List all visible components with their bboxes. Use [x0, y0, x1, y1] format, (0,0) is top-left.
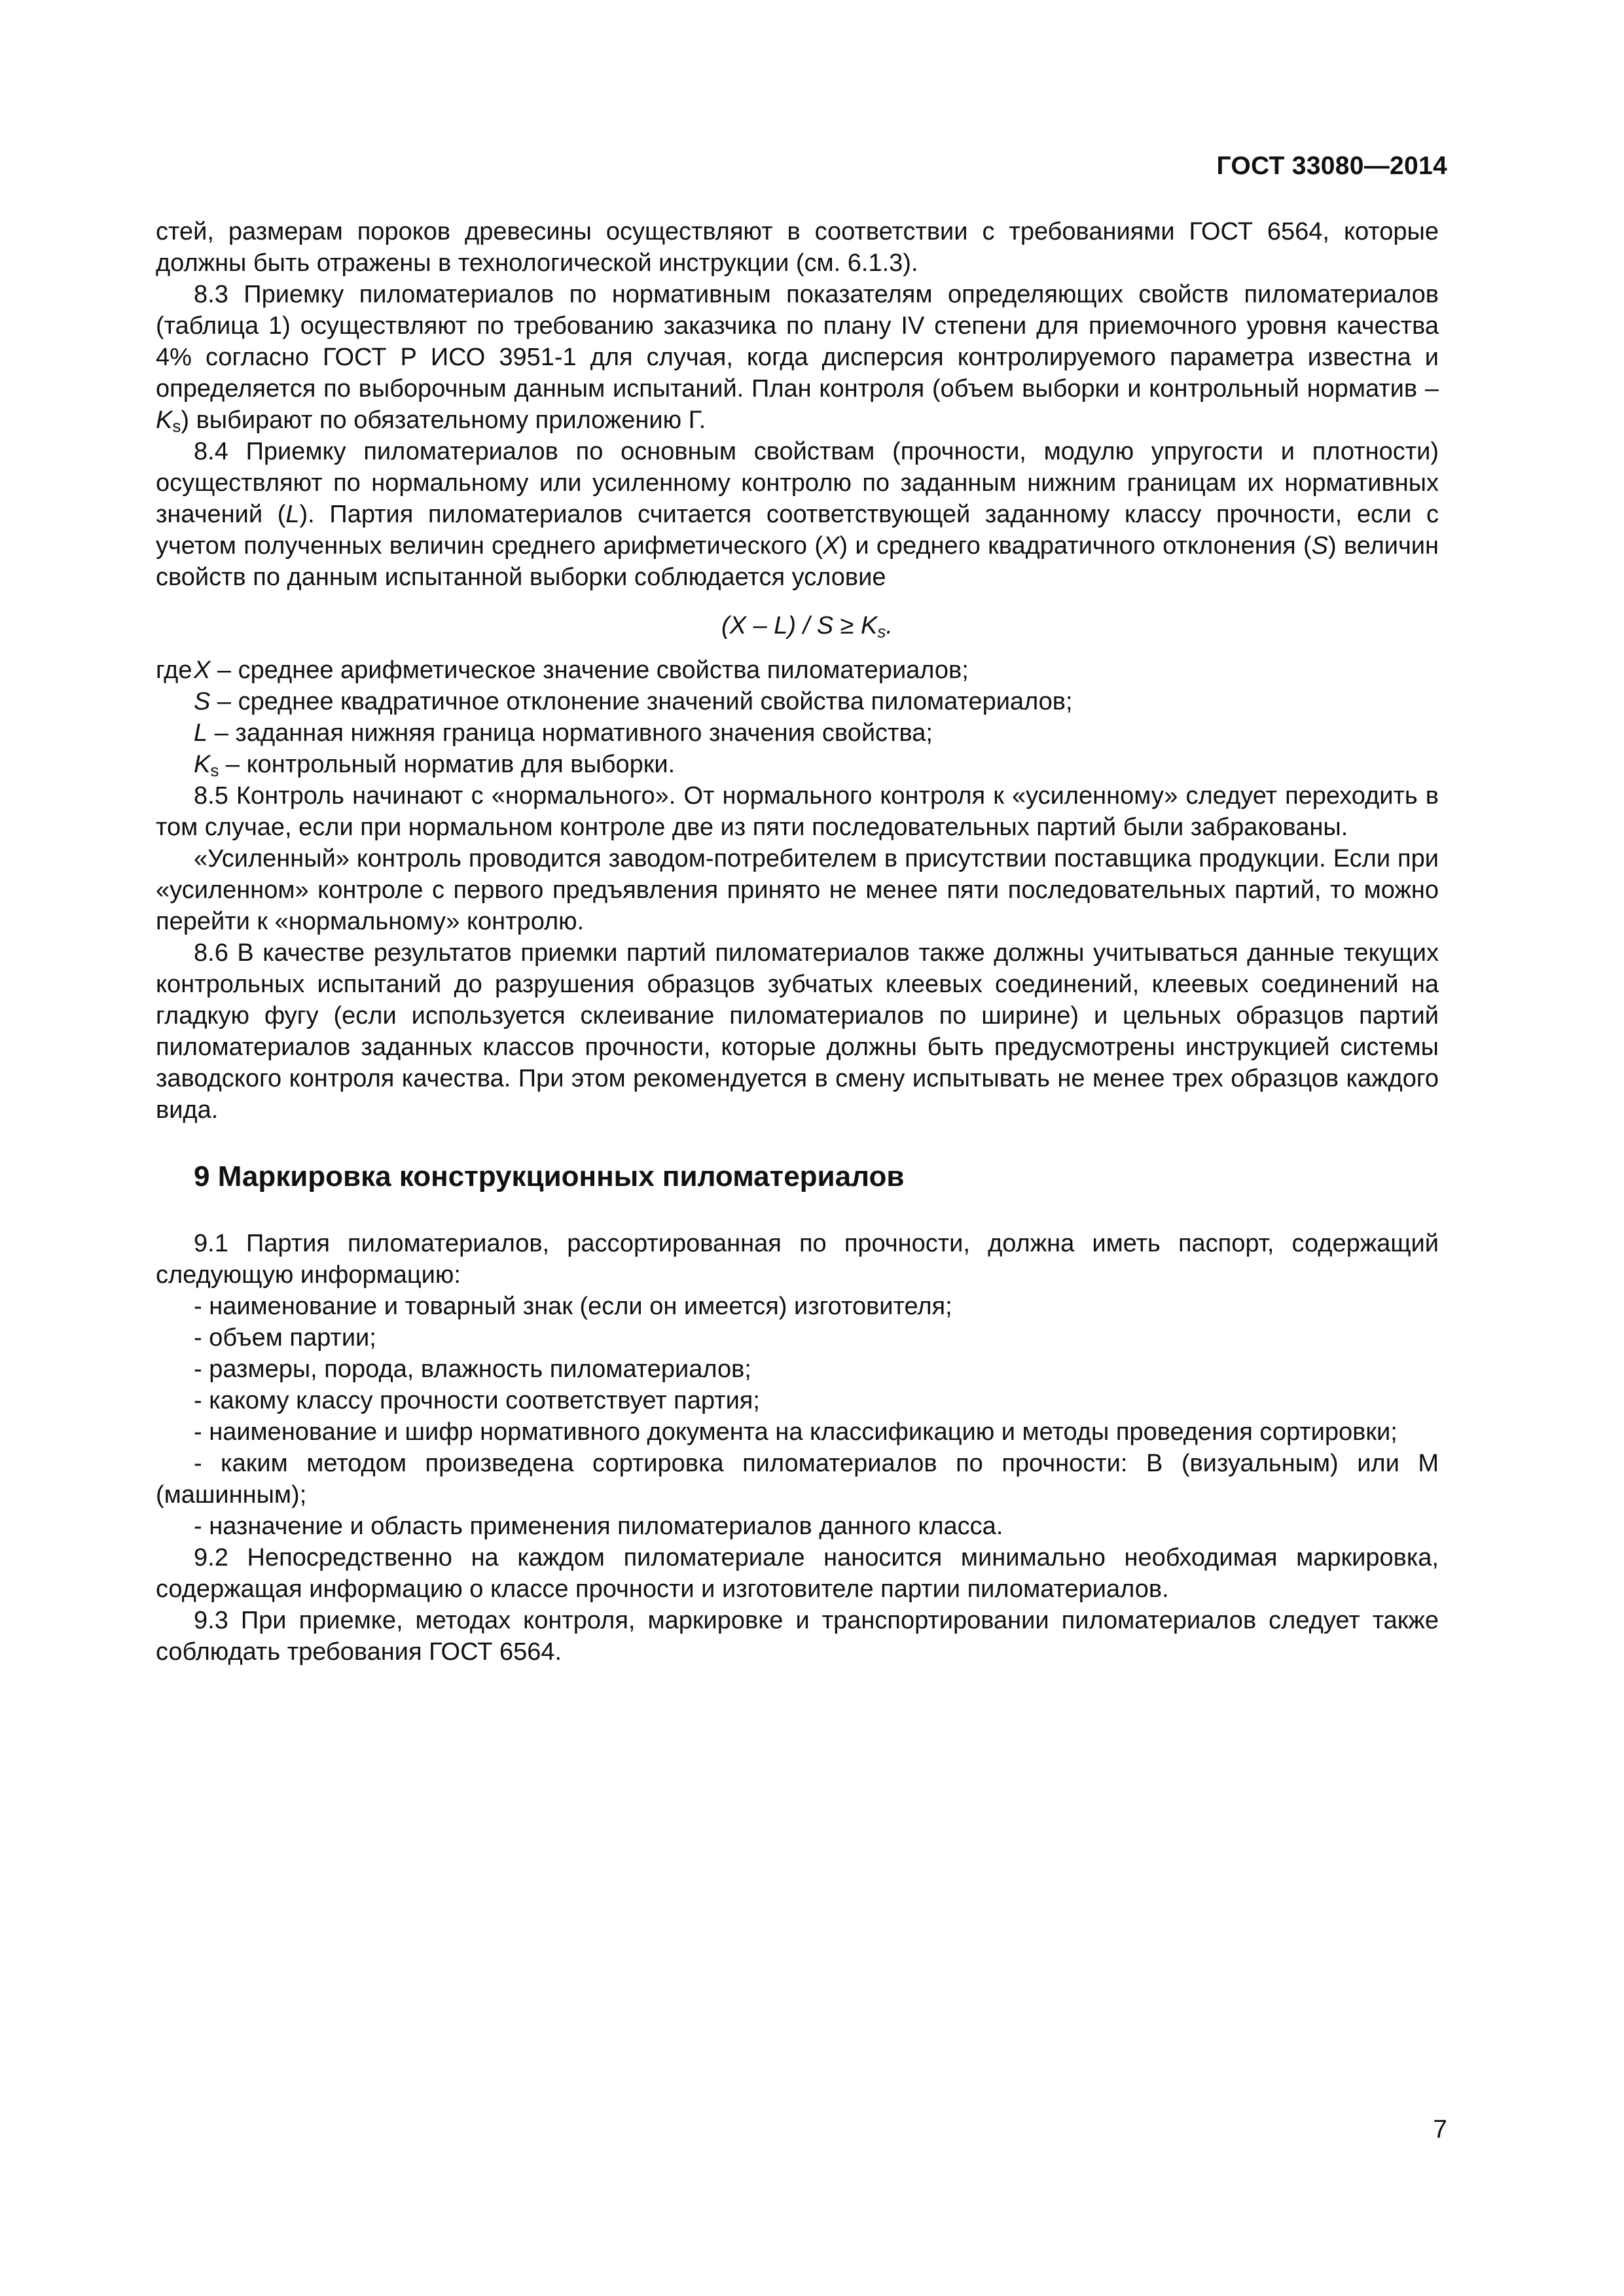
symbol-k: K	[156, 406, 173, 434]
paragraph-9-2: 9.2 Непосредственно на каждом пиломатериале наносится минимально необходимая маркировка, содержащая информацию о классе прочности и изготовителе партии пиломатериалов.	[156, 1544, 1439, 1603]
formula-subscript: s	[877, 622, 886, 641]
where-list	[194, 655, 1439, 780]
where-item-symbol: L	[194, 719, 208, 747]
section-9-heading: 9 Маркировка конструкционных пиломатериалов	[194, 1160, 905, 1193]
paragraph-8-4-text-a: 8.4 Приемку пиломатериалов по основным свойствам (прочности, модулю упругости и плотности) осуществляют по нормальному или усиленному контролю по заданным нижним границам их нормативных значений (	[156, 438, 1439, 528]
symbol-l: L	[285, 501, 300, 528]
where-item-symbol: K	[194, 751, 211, 778]
paragraph-8-4	[156, 436, 1439, 593]
formula-tail: .	[886, 612, 893, 639]
where-item-text: – среднее квадратичное отклонение значений свойства пиломатериалов;	[210, 688, 1073, 715]
paragraph-8-6: 8.6 В качестве результатов приемки партий пиломатериалов также должны учитываться данные текущих контрольных испытаний до разрушения образцов зубчатых клеевых соединений, клеевых соединений на гладкую фугу (если используется склеивание пиломатериалов по ширине) и цельных образцов партий пиломатериалов заданных классов прочности, которые должны быть предусмотрены инструкцией системы заводского контроля качества. При этом рекомендуется в смену испытывать не менее трех образцов каждого вида.	[156, 939, 1439, 1124]
paragraph-8-3	[156, 279, 1439, 436]
list-item: - размеры, порода, влажность пиломатериалов;	[194, 1355, 751, 1383]
symbol-subscript-s: s	[172, 416, 181, 436]
where-item	[194, 686, 1439, 717]
document-body	[156, 216, 1439, 1668]
symbol-x: X	[823, 532, 840, 560]
list-item: - наименование и товарный знак (если он имеется) изготовителя;	[194, 1293, 952, 1320]
symbol-s: S	[1311, 532, 1328, 560]
where-item	[194, 655, 1439, 686]
list-item: - наименование и шифр нормативного документа на классификацию и методы проведения сортировки;	[194, 1418, 1398, 1446]
paragraph-8-5: 8.5 Контроль начинают с «нормального». От нормального контроля к «усиленному» следует переходить в том случае, если при нормальном контроле две из пяти последовательных партий были забракованы.	[156, 782, 1439, 841]
where-item-text: – контрольный норматив для выборки.	[219, 751, 676, 778]
paragraph-8-5-b: «Усиленный» контроль проводится заводом-потребителем в присутствии поставщика продукции. Если при «усиленном» контроле с первого предъявления принято не менее пяти последовательных партий, то можно перейти к «нормальному» контролю.	[156, 845, 1439, 935]
where-item-symbol: S	[194, 688, 211, 715]
paragraph-8-4-text-c: ) и среднего квадратичного отклонения (	[839, 532, 1312, 560]
where-item	[194, 749, 1439, 780]
paragraph-8-3-text-b: ) выбирают по обязательному приложению Г.	[181, 406, 706, 434]
where-item-subscript: s	[210, 761, 219, 780]
paragraph-8-4-text-d: ) величин свойств по данным испытанной выборки соблюдается условие	[156, 532, 1439, 591]
where-label: где	[156, 656, 192, 684]
paragraph-9-1: 9.1 Партия пиломатериалов, рассортированная по прочности, должна иметь паспорт, содержащий следующую информацию:	[156, 1230, 1439, 1289]
list-item: - объем партии;	[194, 1324, 376, 1352]
where-block	[156, 655, 1439, 780]
where-item-text: – среднее арифметическое значение свойства пиломатериалов;	[210, 656, 969, 684]
list-item: - каким методом произведена сортировка пиломатериалов по прочности: В (визуальным) или М (машинным);	[156, 1450, 1439, 1509]
list-item: - какому классу прочности соответствует партия;	[194, 1387, 760, 1414]
page-number: 7	[1433, 2115, 1447, 2144]
paragraph-8-4-text-b: ). Партия пиломатериалов считается соответствующей заданному классу прочности, если с учетом полученных величин среднего арифметического (	[156, 501, 1439, 560]
where-item-symbol: X	[194, 656, 211, 684]
formula-main: (X – L) / S ≥ K	[721, 612, 878, 639]
where-item-text: – заданная нижняя граница нормативного значения свойства;	[208, 719, 933, 747]
document-header: ГОСТ 33080—2014	[1216, 152, 1447, 180]
paragraph-8-3-text-a: 8.3 Приемку пиломатериалов по нормативным показателям определяющих свойств пиломатериалов (таблица 1) осуществляют по требованию заказчика по плану IV степени для приемочного уровня качества 4% согласно ГОСТ Р ИСО 3951-1 для случая, когда дисперсия контролируемого параметра известна и определяется по выборочным данным испытаний. План контроля (объем выборки и контрольный норматив –	[156, 281, 1439, 403]
list-item: - назначение и область применения пиломатериалов данного класса.	[194, 1513, 1003, 1540]
paragraph-continuation: стей, размерам пороков древесины осуществляют в соответствии с требованиями ГОСТ 6564, которые должны быть отражены в технологической инструкции (см. 6.1.3).	[156, 218, 1439, 277]
where-item	[194, 717, 1439, 749]
formula	[156, 610, 1439, 641]
paragraph-9-3: 9.3 При приемке, методах контроля, маркировке и транспортировании пиломатериалов следует также соблюдать требования ГОСТ 6564.	[156, 1607, 1439, 1666]
